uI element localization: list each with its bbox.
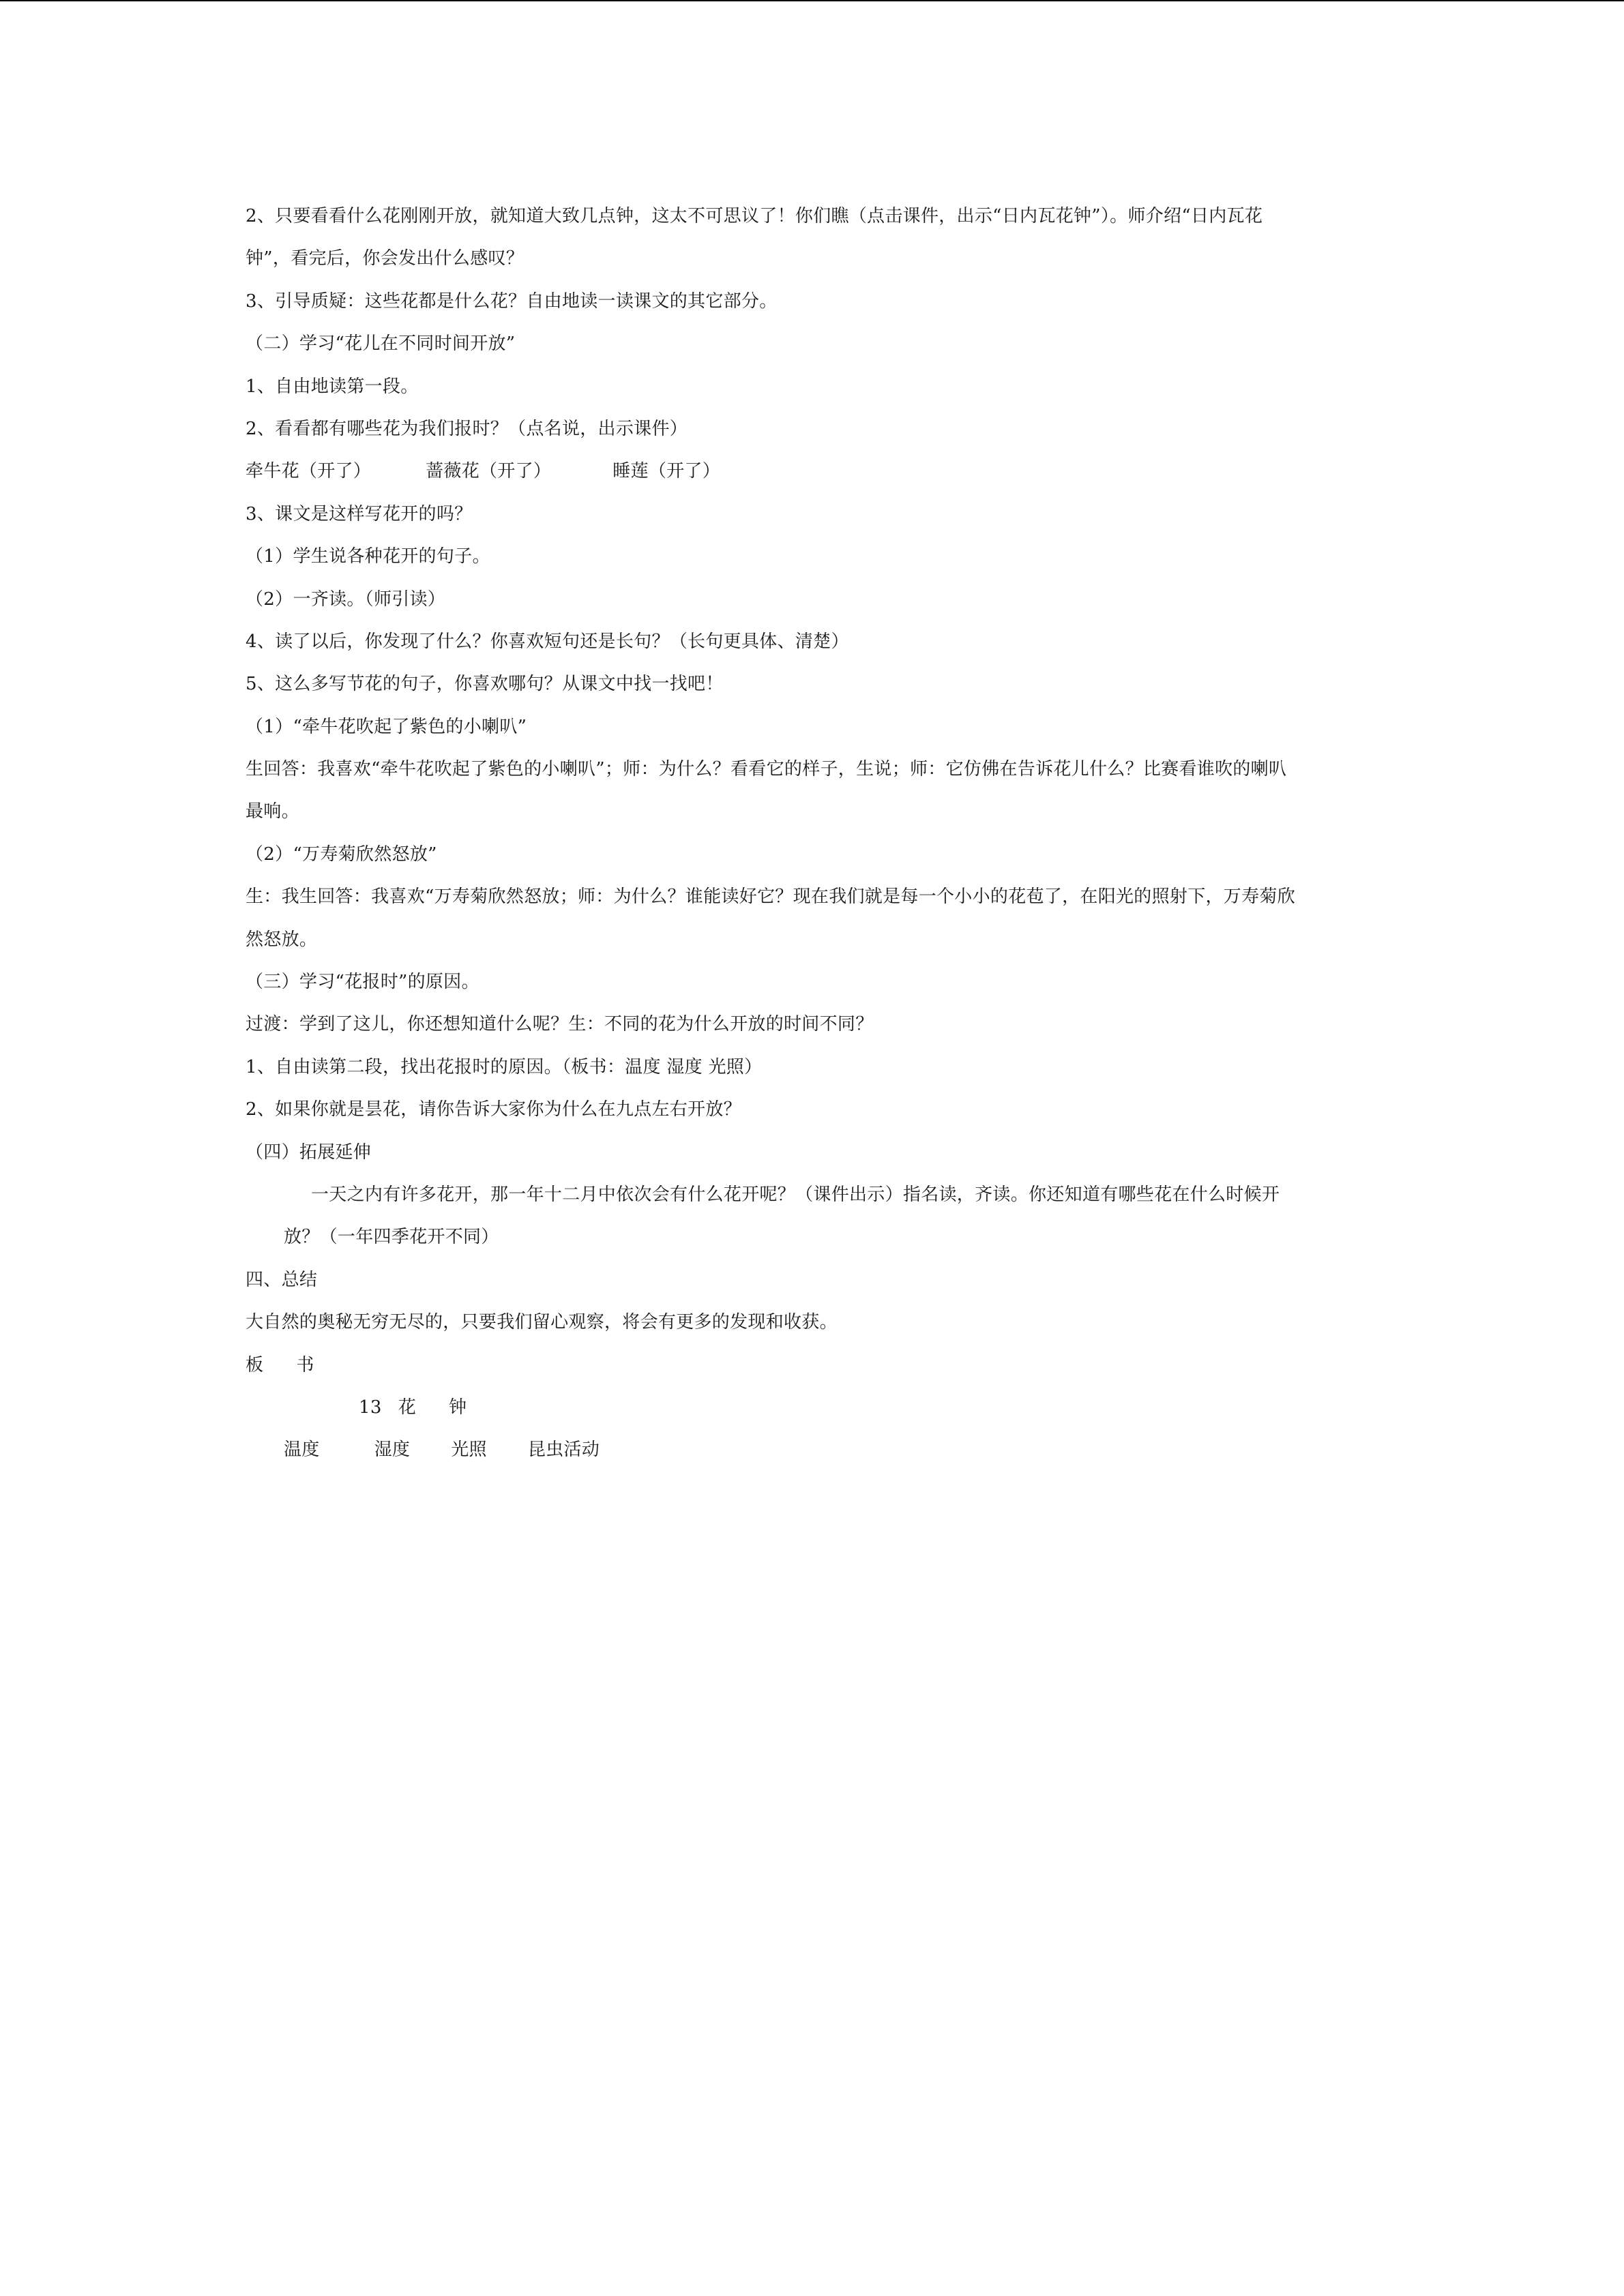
board-item: 昆虫活动 [527, 1440, 600, 1461]
paragraph-line: 最响。 [246, 801, 299, 822]
paragraph-line: 钟”，看完后，你会发出什么感叹？ [246, 248, 525, 269]
paragraph-line: 4、读了以后，你发现了什么？你喜欢短句还是长句？（长句更具体、清楚） [246, 631, 849, 652]
paragraph-line: 2、只要看看什么花刚刚开放，就知道大致几点钟，这太不可思议了！你们瞧（点击课件，出示“日内瓦花钟”）。师介绍“日内瓦花 [246, 206, 1263, 226]
paragraph-line: （2）“万寿菊欣然怒放” [246, 844, 437, 865]
paragraph-line: 3、课文是这样写花开的吗？ [246, 503, 473, 524]
paragraph-line: 生：我生回答：我喜欢“万寿菊欣然怒放；师：为什么？谁能读好它？现在我们就是每一个小小的花苞了，在阳光的照射下，万寿菊欣 [246, 886, 1295, 908]
paragraph-line: 1、自由地读第一段。 [246, 376, 419, 397]
paragraph-line: 一天之内有许多花开，那一年十二月中依次会有什么花开呢？（课件出示）指名读，齐读。你还知道有哪些花在什么时候开 [311, 1184, 1280, 1205]
board-item: 光照 [451, 1440, 487, 1461]
page-top-border [0, 0, 1624, 1]
flower-item: 牵牛花（开了） [246, 461, 372, 482]
board-lesson-number: 13 [359, 1397, 382, 1418]
board-item: 湿度 [374, 1440, 411, 1461]
paragraph-line: 2、看看都有哪些花为我们报时？（点名说，出示课件） [246, 418, 688, 439]
board-label-char: 板 [246, 1354, 264, 1375]
paragraph-line: 然怒放。 [246, 929, 318, 950]
paragraph-line: 过渡：学到了这儿，你还想知道什么呢？生：不同的花为什么开放的时间不同？ [246, 1014, 874, 1035]
section-heading: 四、总结 [246, 1269, 318, 1290]
board-item: 温度 [284, 1440, 320, 1461]
flower-list [246, 450, 1378, 492]
paragraph-line: 1、自由读第二段，找出花报时的原因。（板书：温度 湿度 光照） [246, 1056, 763, 1077]
flower-item: 睡莲（开了） [612, 461, 721, 482]
document-body [246, 195, 1378, 1472]
paragraph-line: 放？（一年四季花开不同） [284, 1227, 499, 1248]
board-label [246, 1344, 1378, 1386]
paragraph-line: （2）一齐读。（师引读） [246, 588, 446, 610]
flower-item: 蔷薇花（开了） [426, 461, 552, 482]
paragraph-line: 3、引导质疑：这些花都是什么花？自由地读一读课文的其它部分。 [246, 290, 778, 312]
board-title-char: 钟 [449, 1397, 467, 1418]
board-title [246, 1386, 1378, 1429]
section-heading: （三）学习“花报时”的原因。 [246, 972, 479, 993]
board-items [246, 1429, 1378, 1471]
paragraph-line: 2、如果你就是昙花，请你告诉大家你为什么在九点左右开放？ [246, 1099, 741, 1120]
board-title-char: 花 [398, 1397, 416, 1418]
board-label-char: 书 [296, 1354, 314, 1375]
paragraph-line: 大自然的奥秘无穷无尽的，只要我们留心观察，将会有更多的发现和收获。 [246, 1312, 838, 1333]
section-heading: （四）拓展延伸 [246, 1142, 372, 1163]
paragraph-line: 5、这么多写节花的句子，你喜欢哪句？从课文中找一找吧！ [246, 674, 724, 695]
section-heading: （二）学习“花儿在不同时间开放” [246, 333, 516, 355]
paragraph-line: （1）学生说各种花开的句子。 [246, 546, 490, 567]
paragraph-line: 生回答：我喜欢“牵牛花吹起了紫色的小喇叭”；师：为什么？看看它的样子，生说；师：它仿佛在告诉花儿什么？比赛看谁吹的喇叭 [246, 759, 1287, 780]
paragraph-line: （1）“牵牛花吹起了紫色的小喇叭” [246, 716, 527, 737]
